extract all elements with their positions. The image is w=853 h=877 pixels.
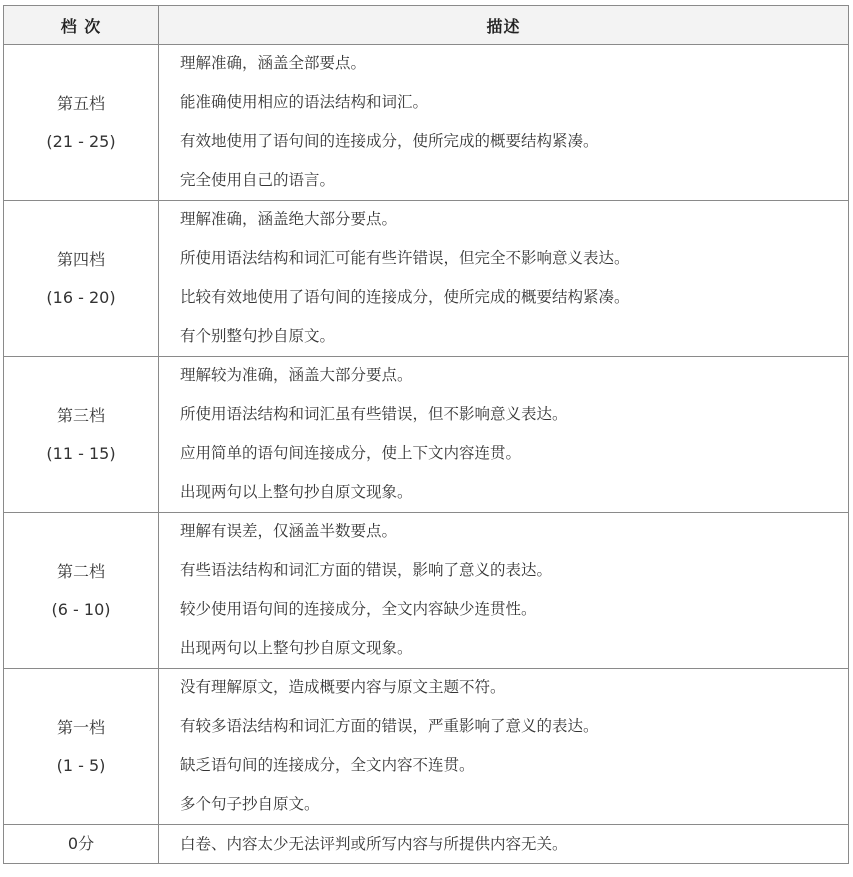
level-name: 第五档 [56, 93, 105, 113]
level-name: 第四档 [56, 249, 105, 269]
description-line: 没有理解原文，造成概要内容与原文主题不符。 [180, 677, 506, 696]
description-line: 完全使用自己的语言。 [180, 170, 336, 189]
table-row-level-1 [4, 669, 849, 825]
description-cell [159, 825, 849, 864]
description-line: 应用简单的语句间连接成分，使上下文内容连贯。 [180, 443, 522, 462]
level-cell [4, 357, 159, 513]
description-line: 比较有效地使用了语句间的连接成分，使所完成的概要结构紧凑。 [180, 287, 630, 306]
table-row-level-0 [4, 825, 849, 864]
level-cell [4, 513, 159, 669]
description-cell [159, 201, 849, 357]
description-cell [159, 357, 849, 513]
description-line: 缺乏语句间的连接成分，全文内容不连贯。 [180, 755, 475, 774]
description-cell [159, 669, 849, 825]
description-line: 理解较为准确，涵盖大部分要点。 [180, 365, 413, 384]
description-line: 较少使用语句间的连接成分，全文内容缺少连贯性。 [180, 599, 537, 618]
level-name: 第三档 [56, 405, 105, 425]
description-line: 所使用语法结构和词汇可能有些许错误，但完全不影响意义表达。 [180, 248, 630, 267]
level-range: (1 - 5) [56, 755, 106, 775]
description-line: 有个别整句抄自原文。 [180, 326, 336, 345]
level-name: 第一档 [56, 717, 105, 737]
description-line: 有较多语法结构和词汇方面的错误，严重影响了意义的表达。 [180, 716, 599, 735]
level-cell [4, 825, 159, 864]
level-range: (16 - 20) [46, 287, 116, 307]
description-column-header: 描述 [159, 6, 849, 45]
level-range: (21 - 25) [46, 131, 116, 151]
level-cell [4, 45, 159, 201]
level-cell [4, 201, 159, 357]
table-row-level-2 [4, 513, 849, 669]
description-line: 出现两句以上整句抄自原文现象。 [180, 482, 413, 501]
table-header-row [4, 6, 849, 45]
description-cell [159, 513, 849, 669]
scoring-rubric-table [3, 5, 849, 864]
description-line: 理解准确，涵盖绝大部分要点。 [180, 209, 398, 228]
description-line: 理解准确，涵盖全部要点。 [180, 53, 367, 72]
description-line: 出现两句以上整句抄自原文现象。 [180, 638, 413, 657]
level-range: (11 - 15) [46, 443, 116, 463]
level-column-header: 档 次 [4, 6, 159, 45]
level-range: (6 - 10) [51, 599, 111, 619]
description-line: 多个句子抄自原文。 [180, 794, 320, 813]
level-cell [4, 669, 159, 825]
description-line: 能准确使用相应的语法结构和词汇。 [180, 92, 429, 111]
level-name: 0分 [67, 834, 95, 853]
description-cell [159, 45, 849, 201]
description-line: 所使用语法结构和词汇虽有些错误，但不影响意义表达。 [180, 404, 568, 423]
level-name: 第二档 [56, 561, 105, 581]
description-line: 理解有误差，仅涵盖半数要点。 [180, 521, 398, 540]
description-line: 有些语法结构和词汇方面的错误，影响了意义的表达。 [180, 560, 553, 579]
table-row-level-4 [4, 201, 849, 357]
table-row-level-5 [4, 45, 849, 201]
description-line: 有效地使用了语句间的连接成分，使所完成的概要结构紧凑。 [180, 131, 599, 150]
description-line: 白卷、内容太少无法评判或所写内容与所提供内容无关。 [180, 835, 568, 853]
table-row-level-3 [4, 357, 849, 513]
